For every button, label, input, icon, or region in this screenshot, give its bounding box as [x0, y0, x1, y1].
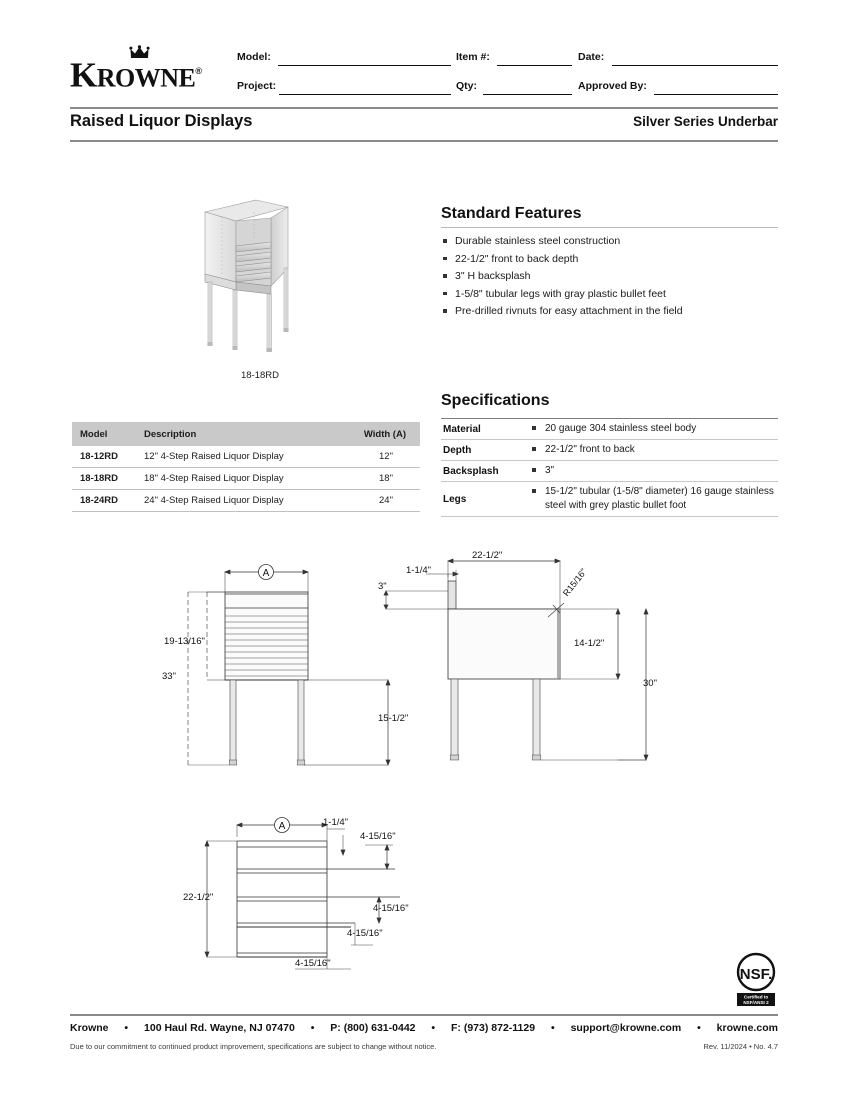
- table-row[interactable]: [72, 490, 420, 512]
- column-header-model: Model: [80, 428, 108, 440]
- model-table: [72, 422, 420, 512]
- features-heading-rule: [441, 227, 778, 228]
- order-fields-row-2: [237, 77, 778, 99]
- dim-side-depth: 22-1/2": [472, 550, 503, 561]
- dim-side-body-height: 14-1/2": [574, 638, 605, 649]
- spec-value: 15-1/2" tubular (1-5/8" diameter) 16 gauge stainless steel with grey plastic bullet foot: [529, 482, 778, 516]
- field-date-label: Date:: [578, 51, 605, 63]
- nsf-line-1: Certified to: [743, 994, 769, 1000]
- feature-item: 1-5/8" tubular legs with gray plastic bullet feet: [441, 286, 778, 304]
- footer-disclaimer: Due to our commitment to continued product improvement, specifications are subject to change without notice.: [70, 1042, 437, 1051]
- specifications-section: [441, 392, 778, 511]
- cell-width: 12": [379, 451, 393, 462]
- footer-phone: P: (800) 631-0442: [330, 1022, 416, 1034]
- footer-separator: •: [124, 1022, 129, 1034]
- field-model-input[interactable]: [278, 65, 451, 66]
- order-fields: [237, 44, 778, 104]
- features-list: [441, 233, 778, 321]
- cell-description: 12" 4-Step Raised Liquor Display: [144, 451, 284, 462]
- dim-front-leg-height: 15-1/2": [378, 713, 409, 724]
- side-view-drawing: [378, 545, 668, 785]
- table-row[interactable]: [72, 446, 420, 468]
- plan-view-drawing: [175, 805, 445, 985]
- crown-icon: [130, 46, 154, 59]
- dim-side-total-height: 30": [643, 678, 657, 689]
- cell-width: 18": [379, 473, 393, 484]
- cell-width: 24": [379, 495, 393, 506]
- spec-value: 20 gauge 304 stainless steel body: [529, 419, 778, 439]
- model-table-header: [72, 422, 420, 446]
- column-header-width: Width (A): [363, 428, 406, 440]
- spec-row: [441, 482, 778, 517]
- logo-letter-k: K: [70, 55, 97, 95]
- nsf-logo: [733, 952, 779, 1008]
- dim-plan-step-3: 4-15/16": [347, 928, 383, 939]
- footer-divider: [70, 1014, 778, 1016]
- cell-model: 18-24RD: [80, 495, 119, 506]
- page-title: Raised Liquor Displays: [70, 112, 253, 130]
- logo-letters-rest: ROWNE: [96, 63, 196, 93]
- spec-label: Material: [443, 423, 481, 435]
- dim-plan-step-1: 4-15/16": [360, 831, 396, 842]
- field-project-input[interactable]: [279, 94, 451, 95]
- field-model-label: Model:: [237, 51, 271, 63]
- field-qty[interactable]: [456, 77, 572, 99]
- field-project-label: Project:: [237, 80, 277, 92]
- field-model[interactable]: [237, 48, 451, 70]
- dim-plan-edge: 1-1/4": [323, 817, 349, 828]
- dim-side-backsplash-height: 3": [378, 581, 387, 592]
- footer-website[interactable]: krowne.com: [716, 1022, 778, 1034]
- header-divider-top: [70, 107, 778, 109]
- spec-value: 22-1/2" front to back: [529, 440, 778, 460]
- front-view-width-marker: A: [262, 568, 270, 579]
- cell-description: 24" 4-Step Raised Liquor Display: [144, 495, 284, 506]
- product-caption: 18-18RD: [240, 370, 280, 381]
- standard-features-section: [441, 205, 778, 317]
- table-row[interactable]: [72, 468, 420, 490]
- series-title: Silver Series Underbar: [633, 114, 778, 129]
- field-item[interactable]: [456, 48, 572, 70]
- field-approved-by[interactable]: [578, 77, 778, 99]
- footer-fax: F: (973) 872-1129: [451, 1022, 536, 1034]
- dim-side-radius: R15/16": [561, 566, 589, 599]
- field-item-input[interactable]: [497, 65, 572, 66]
- spec-label: Legs: [443, 493, 467, 505]
- registered-mark: ®: [195, 66, 202, 76]
- feature-item: Durable stainless steel construction: [441, 233, 778, 251]
- field-qty-input[interactable]: [483, 94, 572, 95]
- plan-view-width-marker: A: [278, 821, 286, 832]
- dim-plan-depth: 22-1/2": [183, 892, 214, 903]
- footer-separator: •: [550, 1022, 555, 1034]
- dim-front-height-upper: 19-13/16": [164, 636, 205, 647]
- cell-model: 18-12RD: [80, 451, 119, 462]
- nsf-mark-text: NSF.: [739, 966, 773, 983]
- product-render: [170, 190, 350, 365]
- spec-row: [441, 461, 778, 482]
- footer-separator: •: [431, 1022, 436, 1034]
- spec-row: [441, 440, 778, 461]
- spec-row: [441, 418, 778, 440]
- footer-email[interactable]: support@krowne.com: [570, 1022, 682, 1034]
- page-header: [70, 44, 778, 106]
- spec-label: Backsplash: [443, 465, 499, 477]
- specifications-heading: Specifications: [441, 392, 550, 409]
- column-header-description: Description: [144, 428, 197, 440]
- dim-front-height-total: 33": [162, 671, 176, 682]
- footer-address: 100 Haul Rd. Wayne, NJ 07470: [144, 1022, 295, 1034]
- field-project[interactable]: [237, 77, 451, 99]
- footer-separator: •: [697, 1022, 701, 1034]
- dim-plan-step-2: 4-15/16": [373, 903, 409, 914]
- footer-revision: Rev. 11/2024 • No. 4.7: [703, 1042, 778, 1051]
- field-date-input[interactable]: [612, 65, 778, 66]
- field-approved-by-input[interactable]: [654, 94, 778, 95]
- title-bar: [70, 112, 778, 136]
- footer-company: Krowne: [70, 1022, 109, 1034]
- nsf-certification-icon: [733, 952, 779, 1008]
- spec-value: 3": [529, 461, 778, 481]
- feature-item: 22-1/2" front to back depth: [441, 251, 778, 269]
- dim-plan-step-4: 4-15/16": [295, 958, 331, 969]
- field-item-label: Item #:: [456, 51, 490, 63]
- spec-label: Depth: [443, 444, 472, 456]
- feature-item: Pre-drilled rivnuts for easy attachment in the field: [441, 303, 778, 321]
- nsf-line-2: NSF/ANSI 2: [743, 1000, 769, 1005]
- field-approved-by-label: Approved By:: [578, 80, 647, 92]
- footer-contact-line: [70, 1022, 778, 1034]
- product-image: [170, 190, 350, 365]
- field-qty-label: Qty:: [456, 80, 477, 92]
- krowne-logo: [70, 48, 225, 94]
- field-date[interactable]: [578, 48, 778, 70]
- dim-side-backsplash-offset: 1-1/4": [406, 565, 432, 576]
- features-heading: Standard Features: [441, 205, 582, 222]
- cell-description: 18" 4-Step Raised Liquor Display: [144, 473, 284, 484]
- specifications-table: [441, 418, 778, 517]
- feature-item: 3" H backsplash: [441, 268, 778, 286]
- header-divider-bottom: [70, 140, 778, 142]
- order-fields-row-1: [237, 48, 778, 70]
- cell-model: 18-18RD: [80, 473, 119, 484]
- side-view-svg: [378, 545, 668, 785]
- footer-separator: •: [310, 1022, 315, 1034]
